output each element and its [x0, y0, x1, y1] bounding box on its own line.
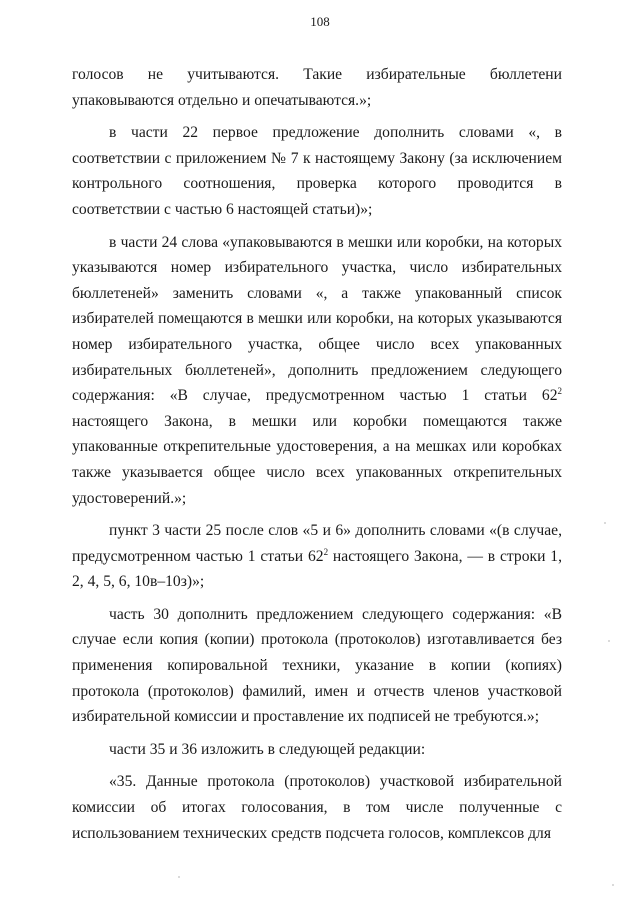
paragraph-7-text: «35. Данные протокола (протоколов) участковой избирательной комиссии об итогах голосования, в том числе полученные с использованием технических средств подсчета голосов, комплексов для [72, 773, 562, 842]
scan-speck [612, 884, 614, 886]
page-number: 108 [310, 14, 330, 29]
paragraph-4-text-a: пункт 3 части 25 после слов «5 и 6» дополнить словами «(в случае, предусмотренном частью 1 статьи 62 [72, 522, 562, 565]
paragraph-4-text-b: настоящего Закона, — в строки 1, 2, 4, 5, 6, 10в–10з)»; [72, 547, 562, 591]
article-superscript: 2 [557, 386, 562, 397]
paragraph-3-text-a: в части 24 слова «упаковываются в мешки или коробки, на которых указываются номер избирательного участка, число избирательных бюллетеней» заменить словами «, а также упакованный список избирателей помещаются в мешки или коробки, на которых указываются номер избирательного участка, общее число всех упакованных избирательных бюллетеней», дополнить предложением следующего содержания: «В случае, предусмотренном частью 1 статьи 62 [72, 233, 562, 405]
paragraph-6-text: части 35 и 36 изложить в следующей редакции: [109, 740, 426, 758]
paragraph-5-text: часть 30 дополнить предложением следующего содержания: «В случае если копия (копии) протокола (протоколов) изготавливается без применения копировальной техники, указание в копии (копиях) протокола (протоколов) фамилий, имен и отчеств членов участковой избирательной комиссии и проставление их подписей не требуются.»; [72, 605, 562, 726]
article-superscript: 2 [323, 546, 329, 557]
paragraph-4 [72, 518, 562, 595]
paragraph-3-text-b: настоящего Закона, в мешки или коробки помещаются также упакованные открепительные удостоверения, а на мешках или коробках также указывается общее число всех упакованных открепительных удостоверений.»; [72, 412, 562, 507]
scan-speck [608, 640, 610, 642]
paragraph-1 [72, 62, 562, 113]
paragraph-5 [72, 602, 562, 730]
document-body [72, 62, 562, 853]
paragraph-7 [72, 769, 562, 846]
paragraph-3 [72, 230, 562, 512]
scan-speck [178, 876, 180, 878]
paragraph-1-text: голосов не учитываются. Такие избирательные бюллетени упаковываются отдельно и опечатываются.»; [72, 66, 562, 109]
scan-speck [604, 522, 606, 524]
paragraph-2-text: в части 22 первое предложение дополнить словами «, в соответствии с приложением № 7 к настоящему Закону (за исключением контрольного соотношения, проверка которого проводится в соответствии с частью 6 настоящей статьи)»; [72, 124, 562, 218]
paragraph-2 [72, 120, 562, 222]
paragraph-6 [72, 737, 562, 763]
